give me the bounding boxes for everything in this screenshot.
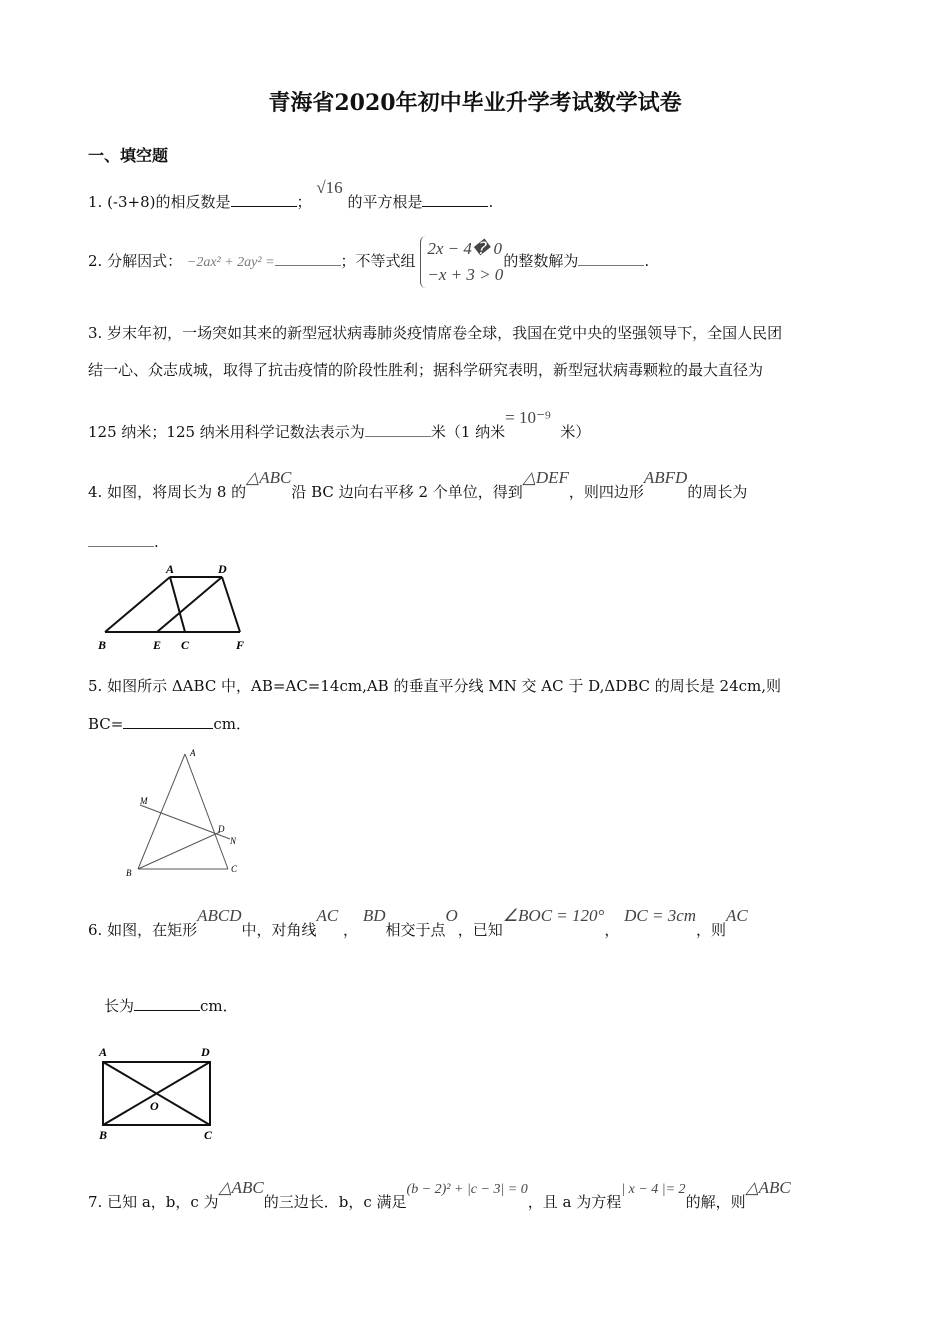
q6-math-3: BD [362,906,386,925]
label-d: D [218,562,227,576]
q4-math-2: △DEF [522,468,569,487]
q6-text-l2: 长为 [104,997,135,1015]
q4-text-c: ，则四边形 [568,483,644,501]
q7-math-4: △ABC [745,1178,791,1197]
q7-text-d: 的解，则 [685,1193,746,1211]
section-heading: 一、填空题 [88,146,169,165]
answer-blank [365,422,431,437]
q5-text-b: cm． [213,715,251,733]
q7-math-1: △ABC [218,1178,264,1197]
q7-text: 7. 已知 a，b，c 为 [88,1193,219,1211]
answer-blank [578,251,644,266]
label-d: D [201,1045,210,1059]
label-c: C [204,1128,213,1142]
q6-text-l2b: cm． [200,997,238,1015]
answer-blank [231,192,297,207]
q3-math: = 10⁻⁹ [505,408,551,427]
q6-math-4: O [445,906,458,925]
answer-blank [88,532,154,547]
ineq-2: −x + 3 > 0 [427,265,504,284]
q4-text-b: 沿 BC 边向右平移 2 个单位，得到 [291,483,523,501]
q3-text: 125 纳米；125 纳米用科学记数法表示为 [88,423,365,441]
q7-math-3: | x − 4 |= 2 [621,1182,686,1197]
question-3-line-1: 3. 岁末年初，一场突如其来的新型冠状病毒肺炎疫情席卷全球，我国在党中央的坚强领导下，全国人民团 [88,324,783,342]
label-a: A [190,748,196,758]
figure-rectangle [90,1042,230,1142]
q6-math-6: DC = 3cm [624,906,697,925]
label-a: A [99,1045,108,1059]
q2-math: −2ax² + 2ay² = [186,255,275,270]
label-b: B [99,1128,108,1142]
question-3-line-2: 结一心、众志成城，取得了抗击疫情的阶段性胜利；据科学研究表明，新型冠状病毒颗粒的最大直径为 [88,361,764,379]
q2-sep: ；不等式组 [340,252,416,270]
q6-math-7: AC [726,906,748,925]
q1-sep: ； [296,193,312,211]
question-6-line-2 [104,996,238,1016]
label-m: M [140,796,148,806]
label-c: C [181,638,190,652]
q6-text-b: 中，对角线 [241,921,317,939]
question-4-line-2 [88,532,159,552]
q2-text-b: 的整数解为 [503,252,579,270]
q3-text-b: 米（1 纳米 [430,423,506,441]
label-c: C [231,864,238,874]
answer-blank [275,251,341,266]
answer-blank [134,996,200,1011]
q6-math-1: ABCD [197,906,242,925]
label-e: E [153,638,162,652]
page-title: 青海省2020年初中毕业升学考试数学试卷 [268,90,682,116]
label-a: A [166,562,175,576]
q6-math-2: AC [316,906,339,925]
label-b: B [98,638,107,652]
question-2 [88,236,649,288]
q6-text-d: 相交于点 [385,921,446,939]
q5-text: BC= [88,715,124,733]
q7-text-c: ，且 a 为方程 [527,1193,622,1211]
q4-math-3: ABFD [643,468,688,487]
question-6 [88,906,748,940]
q1-math: √16 [316,178,343,197]
question-4 [88,468,748,502]
label-d: D [218,824,225,834]
q1-text-b: 的平方根是 [347,193,423,211]
q7-text-b: 的三边长．b，c 满足 [263,1193,407,1211]
q6-text-g: ，则 [696,921,727,939]
label-f: F [236,638,245,652]
question-5-line-2 [88,714,251,734]
q4-text: 4. 如图，将周长为 8 的 [88,483,247,501]
inequality-system [420,236,503,288]
answer-blank [123,714,213,729]
question-1 [88,178,494,212]
q2-end: . [644,252,650,270]
label-o: O [150,1099,159,1113]
label-n: N [230,836,237,846]
figure-isosceles-triangle [118,742,248,887]
q6-text-e: ，已知 [457,921,503,939]
q4-end: . [154,533,159,551]
question-5-line-1: 5. 如图所示 ΔABC 中，AB=AC=14cm,AB 的垂直平分线 MN 交 AC 于 D,ΔDBC 的周长是 24cm,则 [88,677,782,695]
q6-text-c: ， [343,921,359,939]
q1-end: . [488,193,494,211]
q6-math-5: ∠BOC = 120° [502,906,605,925]
q4-math-1: △ABC [246,468,292,487]
q6-text-f: ， [604,921,620,939]
q6-text: 6. 如图，在矩形 [88,921,198,939]
figure-translated-triangles [90,555,260,655]
q2-text: 2. 分解因式： [88,252,183,270]
q1-text: 1. (-3+8)的相反数是 [88,193,231,211]
q7-math-2: (b − 2)² + |c − 3| = 0 [406,1182,528,1197]
ineq-1: 2x − 4� 0 [427,239,503,258]
question-3-line-3 [88,408,591,442]
question-7 [88,1178,791,1214]
q3-text-c: 米） [560,423,591,441]
q4-text-d: 的周长为 [687,483,748,501]
answer-blank [422,192,488,207]
label-b: B [126,868,132,878]
